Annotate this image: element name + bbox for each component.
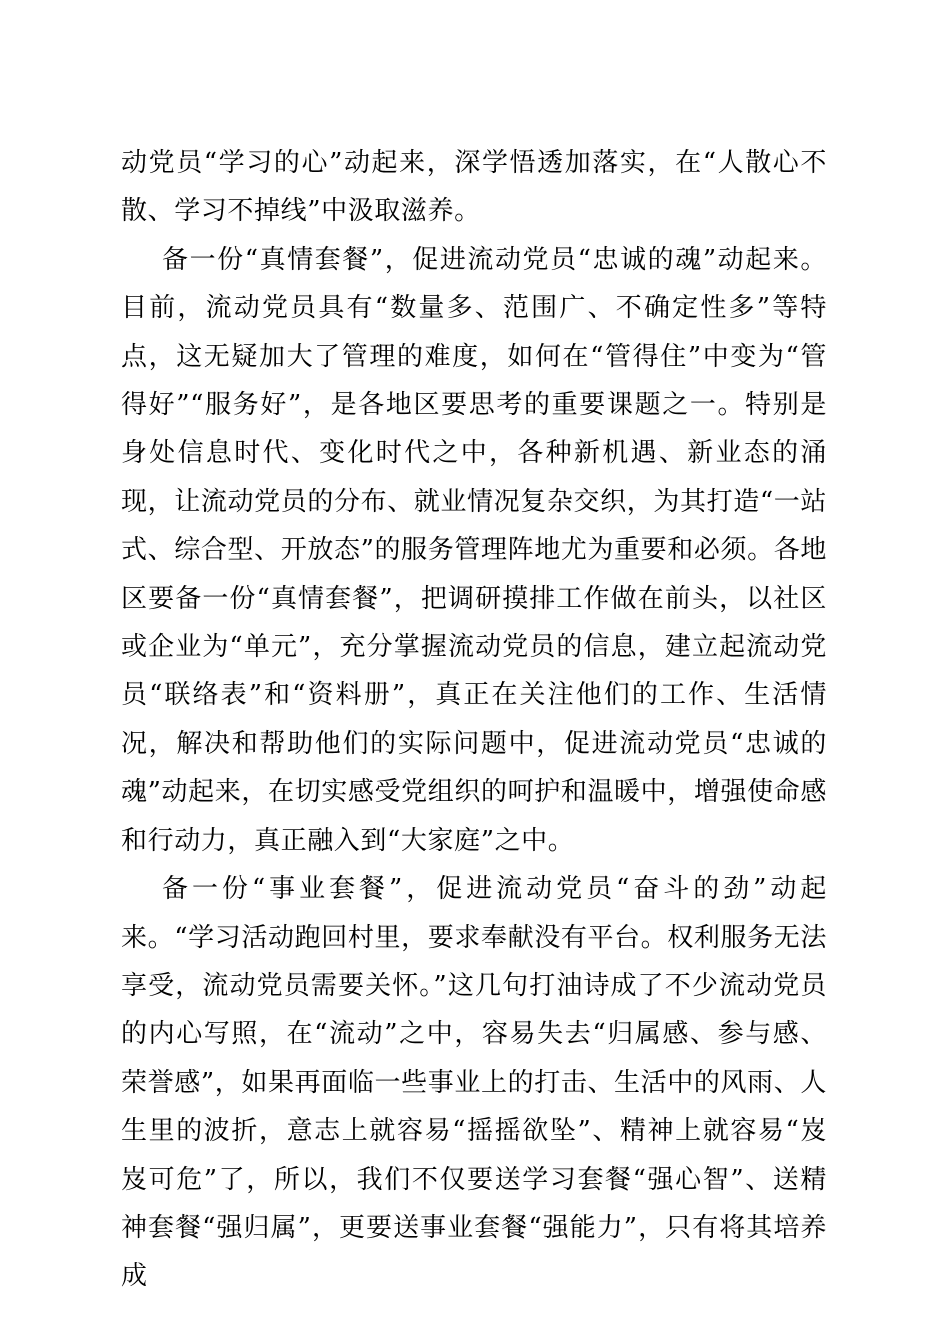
paragraph-2: 备一份“真情套餐”，促进流动党员“忠诚的魂”动起来。目前，流动党员具有“数量多、范围广、不确定性多”等特点，这无疑加大了管理的难度，如何在“管得住”中变为“管得好”“服务好”，是各地区要思考的重要课题之一。特别是身处信息时代、变化时代之中，各种新机遇、新业态的涌现，让流动党员的分布、就业情况复杂交织，为其打造“一站式、综合型、开放态”的服务管理阵地尤为重要和必须。各地区要备一份“真情套餐”，把调研摸排工作做在前头，以社区或企业为“单元”，充分掌握流动党员的信息，建立起流动党员“联络表”和“资料册”，真正在关注他们的工作、生活情况，解决和帮助他们的实际问题中，促进流动党员“忠诚的魂”动起来，在切实感受党组织的呵护和温暖中，增强使命感和行动力，真正融入到“大家庭”之中。 bbox=[121, 244, 827, 856]
body-text bbox=[121, 139, 827, 1301]
paragraph-3: 备一份“事业套餐”，促进流动党员“奋斗的劲”动起来。“学习活动跑回村里，要求奉献没有平台。权利服务无法享受，流动党员需要关怀。”这几句打油诗成了不少流动党员的内心写照，在“流动”之中，容易失去“归属感、参与感、荣誉感”，如果再面临一些事业上的打击、生活中的风雨、人生里的波折，意志上就容易“摇摇欲坠”、精神上就容易“岌岌可危”了，所以，我们不仅要送学习套餐“强心智”、送精神套餐“强归属”，更要送事业套餐“强能力”，只有将其培养成 bbox=[121, 874, 827, 1292]
paragraph-1: 动党员“学习的心”动起来，深学悟透加落实，在“人散心不散、学习不掉线”中汲取滋养。 bbox=[121, 148, 827, 227]
